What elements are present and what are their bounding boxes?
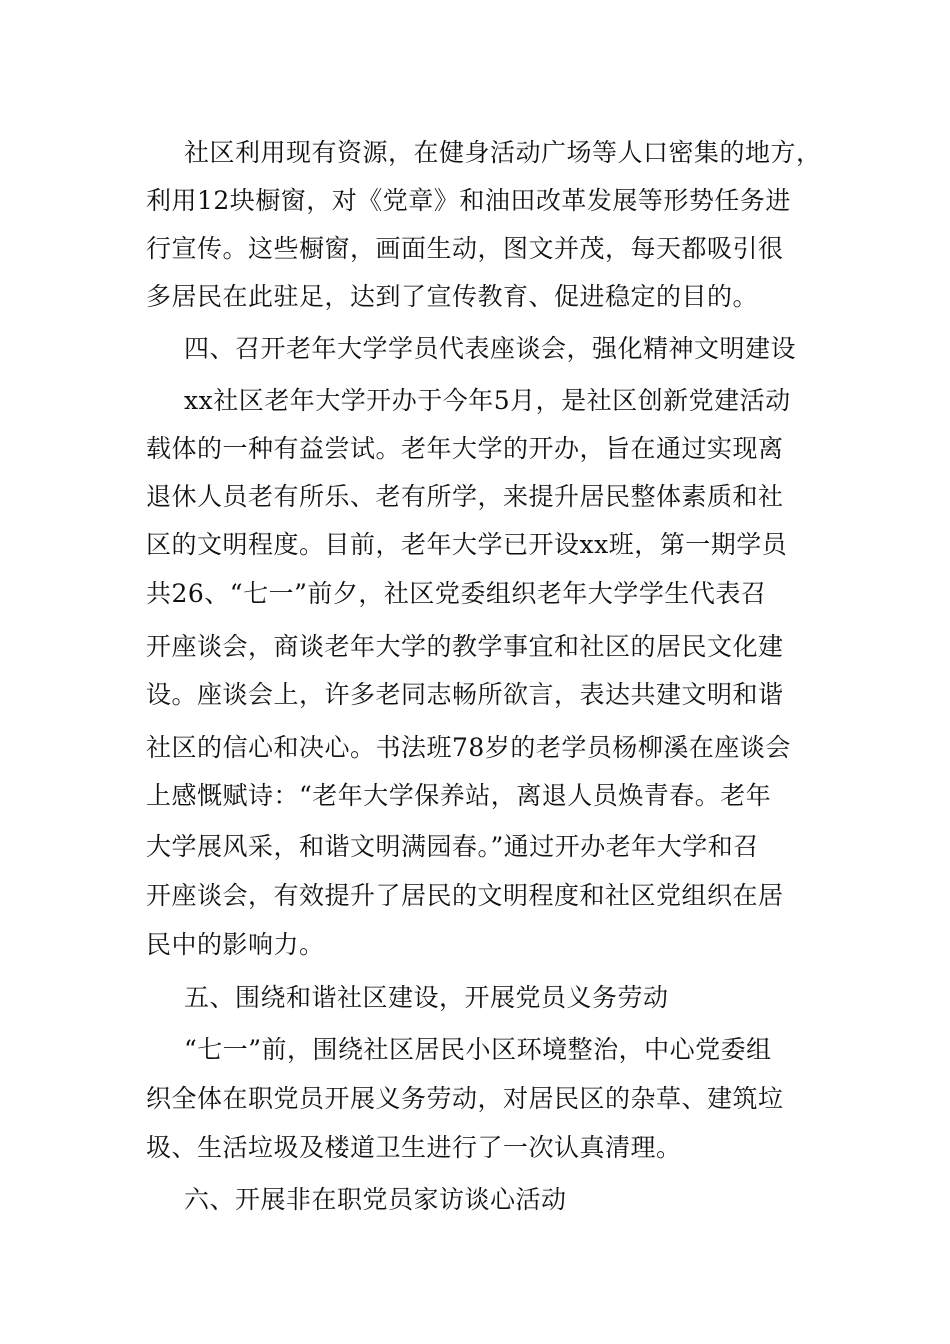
paragraph-line: 开座谈会，商谈老年大学的教学事宜和社区的居民文化建 [146, 632, 784, 661]
paragraph-line: 织全体在职党员开展义务劳动，对居民区的杂草、建筑垃 [146, 1084, 784, 1113]
paragraph-line: 载体的一种有益尝试。老年大学的开办，旨在通过实现离 [146, 434, 784, 463]
paragraph-line: 上感慨赋诗：“老年大学保养站，离退人员焕青春。老年 [146, 781, 772, 810]
paragraph-line: 行宣传。这些橱窗，画面生动，图文并茂，每天都吸引很 [146, 234, 784, 263]
section-heading: 五、围绕和谐社区建设，开展党员义务劳动 [184, 983, 669, 1012]
paragraph-line: 退休人员老有所乐、老有所学，来提升居民整体素质和社 [146, 482, 784, 511]
paragraph-line: 圾、生活垃圾及楼道卫生进行了一次认真清理。 [146, 1133, 682, 1162]
paragraph-line: 利用12块橱窗，对《党章》和油田改革发展等形势任务进 [146, 186, 791, 215]
paragraph-line: 多居民在此驻足，达到了宣传教育、促进稳定的目的。 [146, 282, 759, 311]
section-heading: 四、召开老年大学学员代表座谈会，强化精神文明建设 [184, 334, 797, 363]
paragraph-line: 大学展风采，和谐文明满园春。”通过开办老年大学和召 [146, 832, 759, 861]
paragraph-line: 社区的信心和决心。书法班78岁的老学员杨柳溪在座谈会 [146, 733, 791, 762]
paragraph-line: 开座谈会，有效提升了居民的文明程度和社区党组织在居 [146, 881, 784, 910]
paragraph-line: “七一”前，围绕社区居民小区环境整治，中心党委组 [184, 1035, 772, 1064]
paragraph-line: 社区利用现有资源，在健身活动广场等人口密集的地方， [184, 138, 822, 167]
paragraph-line: 设。座谈会上，许多老同志畅所欲言，表达共建文明和谐 [146, 680, 784, 709]
paragraph-line: 民中的影响力。 [146, 930, 325, 959]
section-heading: 六、开展非在职党员家访谈心活动 [184, 1185, 567, 1214]
paragraph-line: xx社区老年大学开办于今年5月，是社区创新党建活动 [184, 386, 791, 415]
paragraph-line: 区的文明程度。目前，老年大学已开设xx班，第一期学员 [146, 530, 788, 559]
paragraph-line: 共26、“七一”前夕，社区党委组织老年大学学生代表召 [146, 579, 767, 608]
